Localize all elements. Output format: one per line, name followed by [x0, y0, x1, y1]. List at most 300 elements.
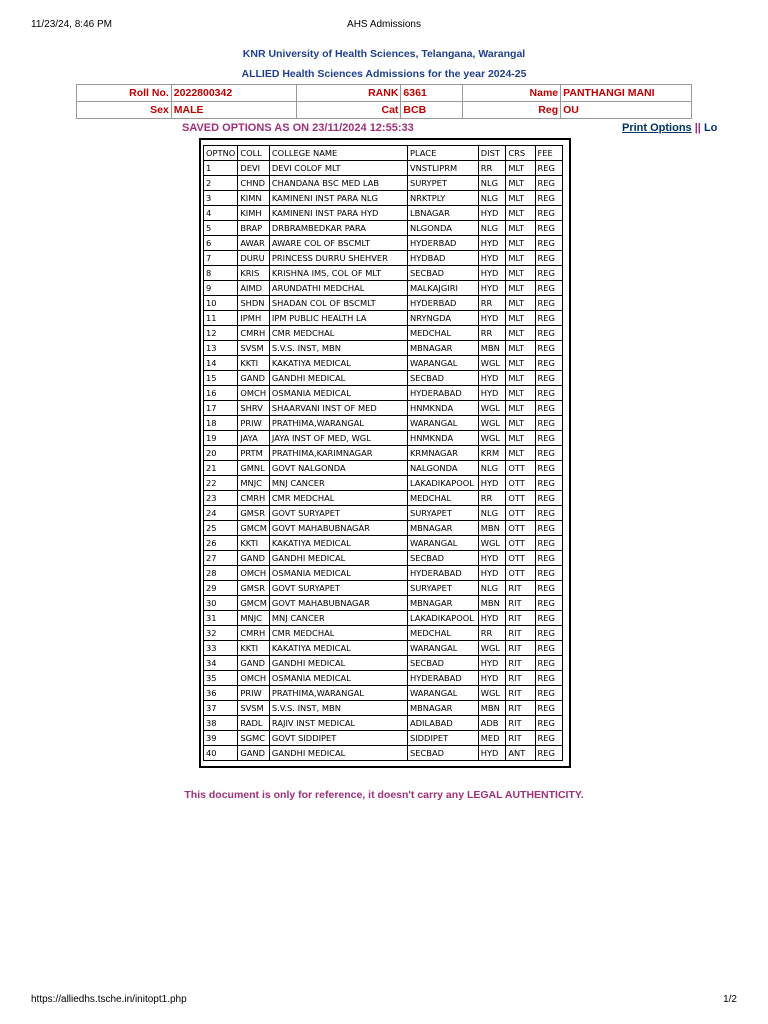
cell-optno: 18: [204, 416, 238, 431]
cell-college-name: KAKATIYA MEDICAL: [269, 536, 407, 551]
cell-coll: SVSM: [238, 341, 270, 356]
cell-crs: RIT: [506, 626, 535, 641]
cell-college-name: CMR MEDCHAL: [269, 491, 407, 506]
cell-dist: MBN: [478, 341, 506, 356]
cell-fee: REG: [535, 296, 562, 311]
name-value: PANTHANGI MANI: [561, 85, 692, 102]
admission-title: ALLIED Health Sciences Admissions for the year 2024-25: [241, 68, 527, 80]
cell-coll: KKTI: [238, 641, 270, 656]
cell-coll: SHDN: [238, 296, 270, 311]
cell-place: WARANGAL: [407, 641, 478, 656]
rank-label: RANK: [296, 85, 401, 102]
cell-dist: ADB: [478, 716, 506, 731]
column-header-coll: COLL: [238, 146, 270, 161]
table-row: [204, 611, 563, 626]
reg-value: OU: [561, 102, 692, 119]
cell-dist: WGL: [478, 416, 506, 431]
cell-college-name: KRISHNA IMS, COL OF MLT: [269, 266, 407, 281]
cell-dist: NLG: [478, 191, 506, 206]
cell-coll: KRIS: [238, 266, 270, 281]
cell-optno: 21: [204, 461, 238, 476]
cell-college-name: CMR MEDCHAL: [269, 326, 407, 341]
cell-optno: 29: [204, 581, 238, 596]
table-row: [204, 356, 563, 371]
table-row: [204, 566, 563, 581]
cell-dist: HYD: [478, 746, 506, 761]
cell-place: LBNAGAR: [407, 206, 478, 221]
cell-college-name: PRATHIMA,WARANGAL: [269, 416, 407, 431]
cell-college-name: PRATHIMA,WARANGAL: [269, 686, 407, 701]
cell-coll: DEVI: [238, 161, 270, 176]
cell-coll: GAND: [238, 746, 270, 761]
cell-place: SECBAD: [407, 371, 478, 386]
saved-options-heading: SAVED OPTIONS AS ON 23/11/2024 12:55:33: [182, 122, 414, 134]
cell-fee: REG: [535, 491, 562, 506]
cell-optno: 11: [204, 311, 238, 326]
cell-coll: OMCH: [238, 566, 270, 581]
cell-dist: MBN: [478, 521, 506, 536]
sex-value: MALE: [171, 102, 296, 119]
cell-coll: OMCH: [238, 671, 270, 686]
cell-college-name: DRBRAMBEDKAR PARA: [269, 221, 407, 236]
cell-fee: REG: [535, 596, 562, 611]
cell-optno: 13: [204, 341, 238, 356]
cell-fee: REG: [535, 431, 562, 446]
cell-place: SECBAD: [407, 266, 478, 281]
cell-college-name: KAKATIYA MEDICAL: [269, 641, 407, 656]
cell-place: MEDCHAL: [407, 491, 478, 506]
cell-college-name: GOVT NALGONDA: [269, 461, 407, 476]
cell-optno: 4: [204, 206, 238, 221]
cell-college-name: GANDHI MEDICAL: [269, 371, 407, 386]
cell-place: NRKTPLY: [407, 191, 478, 206]
roll-label: Roll No.: [77, 85, 172, 102]
cell-crs: OTT: [506, 506, 535, 521]
cell-optno: 28: [204, 566, 238, 581]
table-row: [204, 236, 563, 251]
cell-crs: OTT: [506, 461, 535, 476]
table-row: [204, 326, 563, 341]
cell-place: HNMKNDA: [407, 431, 478, 446]
options-table-body: [204, 161, 563, 761]
cell-optno: 16: [204, 386, 238, 401]
cell-crs: OTT: [506, 566, 535, 581]
cell-optno: 17: [204, 401, 238, 416]
column-header-crs: CRS: [506, 146, 535, 161]
cell-college-name: GANDHI MEDICAL: [269, 551, 407, 566]
table-row: [204, 671, 563, 686]
cell-coll: JAYA: [238, 431, 270, 446]
cell-place: MBNAGAR: [407, 521, 478, 536]
cell-fee: REG: [535, 191, 562, 206]
cell-place: NLGONDA: [407, 221, 478, 236]
cell-crs: MLT: [506, 386, 535, 401]
cell-coll: SVSM: [238, 701, 270, 716]
cell-dist: HYD: [478, 476, 506, 491]
cell-dist: WGL: [478, 641, 506, 656]
table-row: [204, 581, 563, 596]
cell-optno: 14: [204, 356, 238, 371]
cell-optno: 40: [204, 746, 238, 761]
cell-college-name: GOVT MAHABUBNAGAR: [269, 596, 407, 611]
cell-optno: 25: [204, 521, 238, 536]
cell-dist: WGL: [478, 686, 506, 701]
cell-college-name: S.V.S. INST, MBN: [269, 701, 407, 716]
table-row: [204, 461, 563, 476]
cell-dist: RR: [478, 326, 506, 341]
cell-dist: NLG: [478, 581, 506, 596]
cell-crs: MLT: [506, 416, 535, 431]
table-row: [204, 341, 563, 356]
action-links: [622, 122, 768, 134]
cell-fee: REG: [535, 716, 562, 731]
cell-place: NALGONDA: [407, 461, 478, 476]
cell-college-name: ARUNDATHI MEDCHAL: [269, 281, 407, 296]
cell-place: LAKADIKAPOOL: [407, 611, 478, 626]
cell-optno: 24: [204, 506, 238, 521]
cell-college-name: IPM PUBLIC HEALTH LA: [269, 311, 407, 326]
cell-coll: OMCH: [238, 386, 270, 401]
cell-college-name: GANDHI MEDICAL: [269, 746, 407, 761]
table-row: [204, 701, 563, 716]
table-row: [204, 266, 563, 281]
cell-dist: HYD: [478, 386, 506, 401]
cell-coll: CMRH: [238, 326, 270, 341]
table-row: [204, 656, 563, 671]
cell-coll: KKTI: [238, 356, 270, 371]
cell-fee: REG: [535, 461, 562, 476]
cell-optno: 32: [204, 626, 238, 641]
cell-dist: WGL: [478, 356, 506, 371]
cell-crs: RIT: [506, 656, 535, 671]
cell-coll: GMSR: [238, 506, 270, 521]
cell-optno: 30: [204, 596, 238, 611]
cell-fee: REG: [535, 236, 562, 251]
cell-crs: ANT: [506, 746, 535, 761]
cell-dist: MBN: [478, 596, 506, 611]
options-table: [203, 145, 563, 761]
cell-place: ADILABAD: [407, 716, 478, 731]
cell-college-name: OSMANIA MEDICAL: [269, 671, 407, 686]
table-row: [204, 431, 563, 446]
cell-dist: HYD: [478, 656, 506, 671]
table-row: [204, 551, 563, 566]
table-row: [204, 401, 563, 416]
cell-dist: HYD: [478, 371, 506, 386]
cat-label: Cat: [296, 102, 401, 119]
cell-coll: AIMD: [238, 281, 270, 296]
cell-college-name: GANDHI MEDICAL: [269, 656, 407, 671]
cell-place: SECBAD: [407, 551, 478, 566]
table-row: [204, 176, 563, 191]
cell-college-name: DEVI COLOF MLT: [269, 161, 407, 176]
cell-college-name: PRATHIMA,KARIMNAGAR: [269, 446, 407, 461]
cell-coll: SGMC: [238, 731, 270, 746]
cell-dist: KRM: [478, 446, 506, 461]
cell-college-name: GOVT SURYAPET: [269, 506, 407, 521]
cell-place: KRMNAGAR: [407, 446, 478, 461]
candidate-info-table: [76, 84, 692, 119]
cell-optno: 31: [204, 611, 238, 626]
cell-crs: MLT: [506, 251, 535, 266]
cell-optno: 38: [204, 716, 238, 731]
cell-optno: 12: [204, 326, 238, 341]
cell-place: WARANGAL: [407, 416, 478, 431]
cell-coll: MNJC: [238, 611, 270, 626]
cell-fee: REG: [535, 476, 562, 491]
table-row: [204, 716, 563, 731]
candidate-row-1: [77, 85, 692, 102]
cell-dist: RR: [478, 161, 506, 176]
cell-crs: OTT: [506, 476, 535, 491]
cell-dist: WGL: [478, 401, 506, 416]
roll-value: 2022800342: [171, 85, 296, 102]
cell-crs: RIT: [506, 731, 535, 746]
print-header: [31, 19, 737, 33]
cell-coll: GMSR: [238, 581, 270, 596]
name-label: Name: [463, 85, 561, 102]
cell-crs: MLT: [506, 371, 535, 386]
cell-place: MEDCHAL: [407, 326, 478, 341]
cell-coll: GAND: [238, 371, 270, 386]
table-row: [204, 641, 563, 656]
cell-crs: MLT: [506, 431, 535, 446]
cell-coll: KKTI: [238, 536, 270, 551]
print-options-link[interactable]: Print Options: [622, 122, 692, 134]
sex-label: Sex: [77, 102, 172, 119]
link-separator: ||: [694, 122, 701, 134]
table-row: [204, 416, 563, 431]
cell-college-name: SHAARVANI INST OF MED: [269, 401, 407, 416]
cell-dist: HYD: [478, 236, 506, 251]
table-row: [204, 521, 563, 536]
cell-place: SURYAPET: [407, 506, 478, 521]
cell-dist: NLG: [478, 221, 506, 236]
table-row: [204, 371, 563, 386]
table-row: [204, 311, 563, 326]
cell-fee: REG: [535, 581, 562, 596]
cell-fee: REG: [535, 686, 562, 701]
cell-crs: RIT: [506, 671, 535, 686]
cell-crs: MLT: [506, 281, 535, 296]
cell-dist: WGL: [478, 431, 506, 446]
cell-coll: AWAR: [238, 236, 270, 251]
cell-crs: MLT: [506, 176, 535, 191]
cell-crs: MLT: [506, 206, 535, 221]
table-row: [204, 446, 563, 461]
cell-crs: OTT: [506, 551, 535, 566]
cell-place: HYDERABAD: [407, 566, 478, 581]
cell-coll: BRAP: [238, 221, 270, 236]
cell-coll: PRIW: [238, 416, 270, 431]
next-action-link[interactable]: Lo: [703, 122, 718, 134]
cell-optno: 39: [204, 731, 238, 746]
cell-coll: KIMH: [238, 206, 270, 221]
cell-dist: RR: [478, 296, 506, 311]
cell-optno: 22: [204, 476, 238, 491]
cat-value: BCB: [401, 102, 463, 119]
cell-college-name: KAMINENI INST PARA NLG: [269, 191, 407, 206]
cell-optno: 5: [204, 221, 238, 236]
cell-dist: HYD: [478, 551, 506, 566]
table-row: [204, 596, 563, 611]
table-row: [204, 506, 563, 521]
reg-label: Reg: [463, 102, 561, 119]
cell-crs: RIT: [506, 641, 535, 656]
cell-crs: MLT: [506, 296, 535, 311]
cell-college-name: JAYA INST OF MED, WGL: [269, 431, 407, 446]
cell-place: SURYPET: [407, 176, 478, 191]
table-row: [204, 746, 563, 761]
cell-place: HYDERBAD: [407, 236, 478, 251]
column-header-fee: FEE: [535, 146, 562, 161]
cell-crs: RIT: [506, 611, 535, 626]
cell-fee: REG: [535, 566, 562, 581]
cell-crs: MLT: [506, 446, 535, 461]
cell-optno: 7: [204, 251, 238, 266]
cell-coll: CHND: [238, 176, 270, 191]
cell-place: SECBAD: [407, 656, 478, 671]
cell-crs: MLT: [506, 311, 535, 326]
cell-dist: NLG: [478, 461, 506, 476]
cell-crs: MLT: [506, 236, 535, 251]
cell-place: HNMKNDA: [407, 401, 478, 416]
cell-coll: DURU: [238, 251, 270, 266]
cell-fee: REG: [535, 521, 562, 536]
cell-place: NRYNGDA: [407, 311, 478, 326]
cell-college-name: GOVT SURYAPET: [269, 581, 407, 596]
cell-fee: REG: [535, 371, 562, 386]
cell-dist: HYD: [478, 311, 506, 326]
cell-fee: REG: [535, 731, 562, 746]
cell-place: HYDBAD: [407, 251, 478, 266]
cell-dist: HYD: [478, 251, 506, 266]
page-url: https://alliedhs.tsche.in/initopt1.php: [31, 994, 187, 1005]
rank-value: 6361: [401, 85, 463, 102]
cell-coll: MNJC: [238, 476, 270, 491]
cell-optno: 1: [204, 161, 238, 176]
table-row: [204, 191, 563, 206]
cell-crs: MLT: [506, 326, 535, 341]
table-row: [204, 476, 563, 491]
cell-optno: 6: [204, 236, 238, 251]
cell-place: SIDDIPET: [407, 731, 478, 746]
cell-dist: HYD: [478, 266, 506, 281]
cell-crs: MLT: [506, 356, 535, 371]
cell-optno: 19: [204, 431, 238, 446]
cell-fee: REG: [535, 701, 562, 716]
cell-crs: RIT: [506, 716, 535, 731]
cell-optno: 2: [204, 176, 238, 191]
cell-coll: CMRH: [238, 626, 270, 641]
options-header-row: [204, 146, 563, 161]
cell-coll: KIMN: [238, 191, 270, 206]
cell-dist: NLG: [478, 176, 506, 191]
cell-dist: HYD: [478, 566, 506, 581]
cell-place: WARANGAL: [407, 536, 478, 551]
cell-place: HYDERABAD: [407, 386, 478, 401]
cell-dist: RR: [478, 626, 506, 641]
table-row: [204, 296, 563, 311]
cell-place: VNSTLIPRM: [407, 161, 478, 176]
cell-dist: MBN: [478, 701, 506, 716]
cell-crs: RIT: [506, 686, 535, 701]
cell-college-name: KAMINENI INST PARA HYD: [269, 206, 407, 221]
cell-fee: REG: [535, 506, 562, 521]
cell-college-name: CMR MEDCHAL: [269, 626, 407, 641]
cell-fee: REG: [535, 206, 562, 221]
cell-fee: REG: [535, 266, 562, 281]
column-header-optno: OPTNO: [204, 146, 238, 161]
cell-optno: 35: [204, 671, 238, 686]
cell-coll: SHRV: [238, 401, 270, 416]
cell-place: SURYAPET: [407, 581, 478, 596]
reference-disclaimer: This document is only for reference, it doesn't carry any LEGAL AUTHENTICITY.: [184, 789, 584, 801]
cell-fee: REG: [535, 401, 562, 416]
cell-fee: REG: [535, 671, 562, 686]
cell-college-name: OSMANIA MEDICAL: [269, 386, 407, 401]
cell-fee: REG: [535, 161, 562, 176]
cell-coll: IPMH: [238, 311, 270, 326]
cell-optno: 10: [204, 296, 238, 311]
cell-fee: REG: [535, 641, 562, 656]
cell-fee: REG: [535, 536, 562, 551]
table-row: [204, 206, 563, 221]
cell-crs: MLT: [506, 161, 535, 176]
cell-optno: 34: [204, 656, 238, 671]
cell-place: HYDERBAD: [407, 296, 478, 311]
cell-crs: OTT: [506, 521, 535, 536]
cell-dist: HYD: [478, 671, 506, 686]
cell-college-name: SHADAN COL OF BSCMLT: [269, 296, 407, 311]
cell-optno: 27: [204, 551, 238, 566]
cell-crs: RIT: [506, 596, 535, 611]
cell-crs: MLT: [506, 341, 535, 356]
table-row: [204, 491, 563, 506]
table-row: [204, 686, 563, 701]
cell-dist: WGL: [478, 536, 506, 551]
cell-fee: REG: [535, 746, 562, 761]
cell-coll: PRTM: [238, 446, 270, 461]
cell-coll: GMCM: [238, 596, 270, 611]
table-row: [204, 386, 563, 401]
cell-optno: 15: [204, 371, 238, 386]
cell-crs: RIT: [506, 581, 535, 596]
cell-place: HYDERABAD: [407, 671, 478, 686]
cell-crs: MLT: [506, 191, 535, 206]
table-row: [204, 536, 563, 551]
cell-dist: NLG: [478, 506, 506, 521]
table-row: [204, 221, 563, 236]
cell-fee: REG: [535, 341, 562, 356]
cell-optno: 37: [204, 701, 238, 716]
cell-coll: GAND: [238, 551, 270, 566]
cell-fee: REG: [535, 221, 562, 236]
cell-fee: REG: [535, 446, 562, 461]
cell-optno: 9: [204, 281, 238, 296]
cell-college-name: KAKATIYA MEDICAL: [269, 356, 407, 371]
table-row: [204, 626, 563, 641]
cell-college-name: AWARE COL OF BSCMLT: [269, 236, 407, 251]
cell-fee: REG: [535, 416, 562, 431]
cell-college-name: OSMANIA MEDICAL: [269, 566, 407, 581]
table-row: [204, 251, 563, 266]
print-datetime: 11/23/24, 8:46 PM: [31, 19, 112, 30]
cell-fee: REG: [535, 656, 562, 671]
table-row: [204, 731, 563, 746]
column-header-dist: DIST: [478, 146, 506, 161]
page-number: 1/2: [723, 994, 737, 1005]
